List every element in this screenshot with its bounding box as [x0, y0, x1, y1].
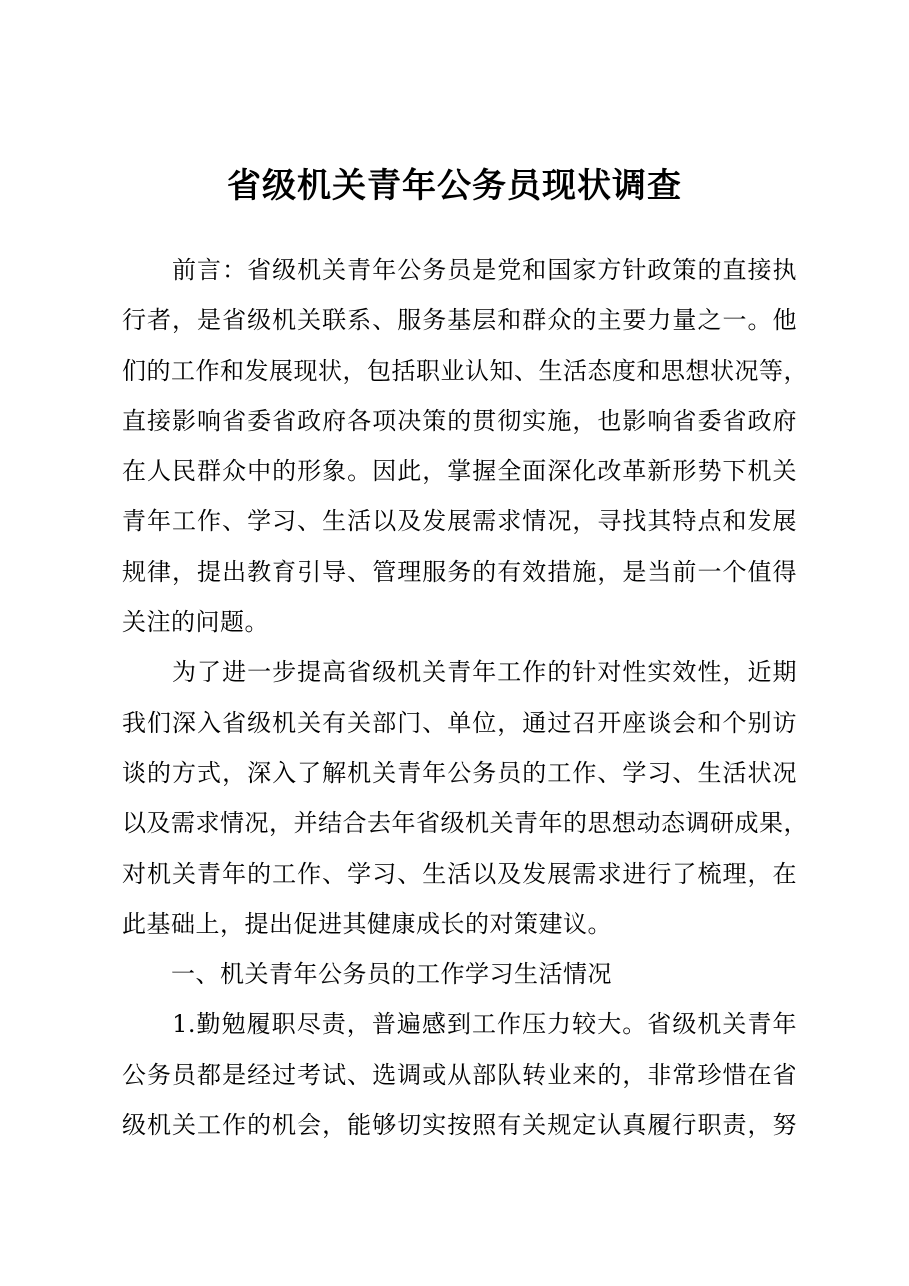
body-line: 为了进一步提高省级机关青年工作的针对性实效性，近期 — [122, 658, 797, 687]
body-line: 1.勤勉履职尽责，普遍感到工作压力较大。省级机关青年 — [122, 1010, 797, 1039]
body-line: 我们深入省级机关有关部门、单位，通过召开座谈会和个别访 — [122, 708, 797, 737]
body-line: 青年工作、学习、生活以及发展需求情况，寻找其特点和发展 — [122, 507, 797, 536]
body-line: 对机关青年的工作、学习、生活以及发展需求进行了梳理，在 — [122, 859, 797, 888]
body-line: 谈的方式，深入了解机关青年公务员的工作、学习、生活状况 — [122, 758, 797, 787]
body-line: 们的工作和发展现状，包括职业认知、生活态度和思想状况等， — [122, 356, 808, 385]
body-line: 直接影响省委省政府各项决策的贯彻实施，也影响省委省政府 — [122, 406, 797, 435]
body-line: 公务员都是经过考试、选调或从部队转业来的，非常珍惜在省 — [122, 1060, 797, 1089]
body-line: 级机关工作的机会，能够切实按照有关规定认真履行职责，努 — [122, 1111, 797, 1140]
body-line: 前言：省级机关青年公务员是党和国家方针政策的直接执 — [122, 256, 797, 284]
body-line: 在人民群众中的形象。因此，掌握全面深化改革新形势下机关 — [122, 457, 797, 486]
section-heading: 一、机关青年公务员的工作学习生活情况 — [122, 960, 612, 989]
body-line: 关注的问题。 — [122, 608, 269, 637]
body-line: 此基础上，提出促进其健康成长的对策建议。 — [122, 909, 612, 938]
body-line: 行者，是省级机关联系、服务基层和群众的主要力量之一。他 — [122, 306, 797, 335]
body-line: 规律，提出教育引导、管理服务的有效措施，是当前一个值得 — [122, 557, 797, 586]
body-line: 以及需求情况，并结合去年省级机关青年的思想动态调研成果， — [122, 809, 808, 838]
document-title: 省级机关青年公务员现状调查 — [227, 166, 682, 206]
document-body — [122, 245, 808, 1150]
